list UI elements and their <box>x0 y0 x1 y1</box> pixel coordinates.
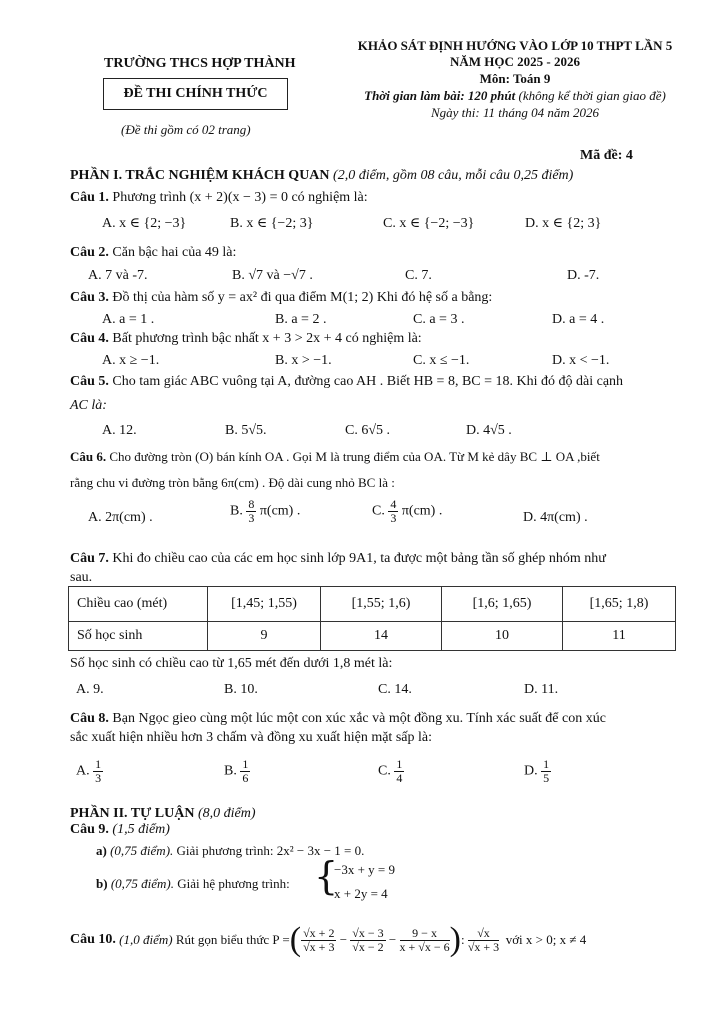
minus-1: − <box>336 932 351 947</box>
part1-title: PHẦN I. TRẮC NGHIỆM KHÁCH QUAN <box>70 168 330 183</box>
system-eq1: −3x + y = 9 <box>334 862 395 877</box>
q5-option-b: B. 5√5. <box>225 423 267 438</box>
table-cell: [1,45; 1,55) <box>208 587 321 622</box>
q6-text: Cho đường tròn (O) bán kính OA . Gọi M là trung điểm của OA. Từ M kẻ dây BC ⊥ OA ,biết <box>109 449 600 464</box>
q1-label: Câu 1. <box>70 190 109 205</box>
q8-option-b <box>224 758 250 785</box>
part2-heading <box>70 806 256 822</box>
q8-d-num: 1 <box>543 757 550 771</box>
q10-f4-den: √x + 3 <box>467 939 500 954</box>
q5-option-a: A. 12. <box>102 423 137 438</box>
table-cell: 11 <box>563 622 676 651</box>
q7-stem <box>70 551 606 567</box>
q7-stem-2: sau. <box>70 570 93 585</box>
q9-label: Câu 9. <box>70 822 109 837</box>
q7-option-a: A. 9. <box>76 682 104 697</box>
q3-option-d: D. a = 4 . <box>552 312 605 327</box>
q3-option-c: C. a = 3 . <box>413 312 465 327</box>
exam-code: Mã đề: 4 <box>580 148 633 163</box>
q8-d-label: D. <box>524 763 538 779</box>
q8-b-fraction <box>240 758 250 785</box>
q10-f1-num: √x + 2 <box>303 925 335 940</box>
q2-option-b: B. √7 và −√7 . <box>232 268 313 283</box>
q8-a-den: 3 <box>95 771 102 785</box>
q8-option-a <box>76 758 103 785</box>
q9a-note: (0,75 điểm). <box>110 843 174 858</box>
official-exam-box: ĐỀ THI CHÍNH THỨC <box>103 78 288 110</box>
exam-title: KHẢO SÁT ĐỊNH HƯỚNG VÀO LỚP 10 THPT LẦN 5 <box>357 38 673 53</box>
q2-option-d: D. -7. <box>567 268 600 283</box>
q6-b-num: 8 <box>248 497 255 511</box>
paren-open: ( <box>289 921 302 958</box>
q8-c-num: 1 <box>396 757 403 771</box>
q5-label: Câu 5. <box>70 374 109 389</box>
q6-option-b <box>230 498 300 525</box>
q6-option-d: D. 4π(cm) . <box>523 510 588 525</box>
table-header-count: Số học sinh <box>69 622 208 651</box>
q7-label: Câu 7. <box>70 551 109 566</box>
q9a-label: a) <box>96 843 107 858</box>
q6-stem <box>70 449 600 465</box>
q10-f4-num: √x <box>468 927 499 941</box>
divide-sign: : <box>460 932 468 947</box>
q4-stem <box>70 331 422 347</box>
q10-frac2 <box>350 927 385 954</box>
q10-f3-num: 9 − x <box>400 927 450 941</box>
q8-d-fraction <box>541 758 551 785</box>
q10-note: (1,0 điểm) <box>119 932 173 947</box>
q4-label: Câu 4. <box>70 331 109 346</box>
q6-b-label: B. <box>230 503 243 519</box>
q9a-text: Giải phương trình: 2x² − 3x − 1 = 0. <box>176 843 365 858</box>
q9b <box>96 876 290 892</box>
q5-text: Cho tam giác ABC vuông tại A, đường cao AH . Biết HB = 8, BC = 18. Khi đó độ dài cạnh <box>112 374 624 389</box>
q3-label: Câu 3. <box>70 290 109 305</box>
school-year: NĂM HỌC 2025 - 2026 <box>450 54 580 69</box>
q10-label: Câu 10. <box>70 932 116 947</box>
q8-stem <box>70 711 606 727</box>
paren-close: ) <box>449 921 461 958</box>
q10-frac4 <box>468 927 499 954</box>
q6-c-den: 3 <box>390 511 397 525</box>
q8-a-fraction <box>93 758 103 785</box>
q3-stem <box>70 290 492 306</box>
minus-2: − <box>385 932 400 947</box>
q4-option-d: D. x < −1. <box>552 353 610 368</box>
q8-b-label: B. <box>224 763 237 779</box>
q5-stem-2: AC là: <box>70 398 107 413</box>
q8-c-fraction <box>394 758 404 785</box>
q2-option-c: C. 7. <box>405 268 432 283</box>
q7-option-b: B. 10. <box>224 682 258 697</box>
q9b-note: (0,75 điểm). <box>110 876 174 891</box>
q5-stem <box>70 374 623 390</box>
q10-f2-num: √x − 3 <box>352 925 384 940</box>
q8-c-den: 4 <box>396 771 403 785</box>
q8-stem-2: sắc xuất hiện nhiều hơn 3 chấm và đồng xu xuất hiện mặt sấp là: <box>70 730 432 745</box>
table-cell: 14 <box>321 622 442 651</box>
q4-option-b: B. x > −1. <box>275 353 332 368</box>
q8-a-label: A. <box>76 763 90 779</box>
q10-frac3 <box>400 927 450 954</box>
table-cell: [1,65; 1,8) <box>563 587 676 622</box>
q1-option-a: A. x ∈ {2; −3} <box>102 216 187 231</box>
q6-b-den: 3 <box>248 511 255 525</box>
q9b-label: b) <box>96 876 108 891</box>
q8-text: Bạn Ngọc gieo cùng một lúc một con xúc xắc và một đồng xu. Tính xác suất để con xúc <box>112 711 606 726</box>
school-name: TRƯỜNG THCS HỢP THÀNH <box>104 56 296 71</box>
q9-note: (1,5 điểm) <box>112 822 170 837</box>
q10-f3-den: x + √x − 6 <box>399 939 450 954</box>
q7-question: Số học sinh có chiều cao từ 1,65 mét đến dưới 1,8 mét là: <box>70 656 393 671</box>
frequency-table <box>68 586 676 651</box>
q9-stem <box>70 822 170 838</box>
q4-option-c: C. x ≤ −1. <box>413 353 470 368</box>
q6-option-a: A. 2π(cm) . <box>88 510 153 525</box>
time-bold: Thời gian làm bài: 120 phút <box>364 88 516 103</box>
system-eq2: x + 2y = 4 <box>334 886 388 901</box>
table-cell: 9 <box>208 622 321 651</box>
table-cell: [1,55; 1,6) <box>321 587 442 622</box>
q6-option-c <box>372 498 442 525</box>
q4-text: Bất phương trình bậc nhất x + 3 > 2x + 4 có nghiệm là: <box>112 331 422 346</box>
q6-c-post: π(cm) . <box>401 503 443 519</box>
time-line <box>330 88 700 104</box>
q10-frac1 <box>301 927 336 954</box>
q8-option-c <box>378 758 404 785</box>
q1-option-c: C. x ∈ {−2; −3} <box>383 216 475 231</box>
q4-option-a: A. x ≥ −1. <box>102 353 160 368</box>
pages-note: (Đề thi gồm có 02 trang) <box>121 122 251 137</box>
q8-b-num: 1 <box>242 757 249 771</box>
q2-text: Căn bậc hai của 49 là: <box>112 245 237 260</box>
table-row <box>69 622 676 651</box>
q8-option-d <box>524 758 551 785</box>
q6-c-num: 4 <box>390 497 397 511</box>
q1-option-b: B. x ∈ {−2; 3} <box>230 216 314 231</box>
q2-option-a: A. 7 và -7. <box>88 268 148 283</box>
q2-label: Câu 2. <box>70 245 109 260</box>
part2-title: PHẦN II. TỰ LUẬN <box>70 806 195 821</box>
part2-note: (8,0 điểm) <box>197 806 256 821</box>
q6-b-fraction <box>246 498 256 525</box>
q7-option-c: C. 14. <box>378 682 412 697</box>
q7-text: Khi đo chiều cao của các em học sinh lớp 9A1, ta được một bảng tần số ghép nhóm như <box>112 551 606 566</box>
q3-text: Đồ thị của hàm số y = ax² đi qua điểm M(1; 2) Khi đó hệ số a bằng: <box>112 290 493 305</box>
q9b-text: Giải hệ phương trình: <box>177 876 290 891</box>
q5-option-c: C. 6√5 . <box>345 423 391 438</box>
time-rest: (không kể thời gian giao đề) <box>518 88 666 103</box>
q8-a-num: 1 <box>95 757 102 771</box>
q6-b-post: π(cm) . <box>259 503 301 519</box>
q10-f2-den: √x − 2 <box>352 939 384 954</box>
q3-option-b: B. a = 2 . <box>275 312 327 327</box>
q3-option-a: A. a = 1 . <box>102 312 155 327</box>
exam-date: Ngày thi: 11 tháng 04 năm 2026 <box>430 105 600 120</box>
subject: Môn: Toán 9 <box>479 71 551 86</box>
q2-stem <box>70 245 236 261</box>
part1-heading <box>70 168 573 184</box>
q6-label: Câu 6. <box>70 449 107 464</box>
q6-c-label: C. <box>372 503 385 519</box>
q8-b-den: 6 <box>242 771 249 785</box>
table-cell: 10 <box>442 622 563 651</box>
table-header-height: Chiều cao (mét) <box>69 587 208 622</box>
q1-option-d: D. x ∈ {2; 3} <box>525 216 602 231</box>
q10-text: Rút gọn biểu thức P = <box>175 932 290 947</box>
q6-stem-2: rằng chu vi đường tròn bằng 6π(cm) . Độ dài cung nhỏ BC là : <box>70 475 395 490</box>
q7-option-d: D. 11. <box>524 682 559 697</box>
q5-option-d: D. 4√5 . <box>466 423 512 438</box>
q10-condition: với x > 0; x ≠ 4 <box>505 932 587 947</box>
q1-stem <box>70 190 368 206</box>
part1-note: (2,0 điểm, gồm 08 câu, mỗi câu 0,25 điểm) <box>333 168 574 183</box>
q6-c-fraction <box>388 498 398 525</box>
q10-f1-den: √x + 3 <box>303 939 335 954</box>
q10-line <box>70 920 586 960</box>
q8-c-label: C. <box>378 763 391 779</box>
table-row <box>69 587 676 622</box>
q1-text: Phương trình (x + 2)(x − 3) = 0 có nghiệm là: <box>112 190 368 205</box>
system-brace: { <box>314 854 339 898</box>
q8-label: Câu 8. <box>70 711 109 726</box>
q8-d-den: 5 <box>543 771 550 785</box>
table-cell: [1,6; 1,65) <box>442 587 563 622</box>
